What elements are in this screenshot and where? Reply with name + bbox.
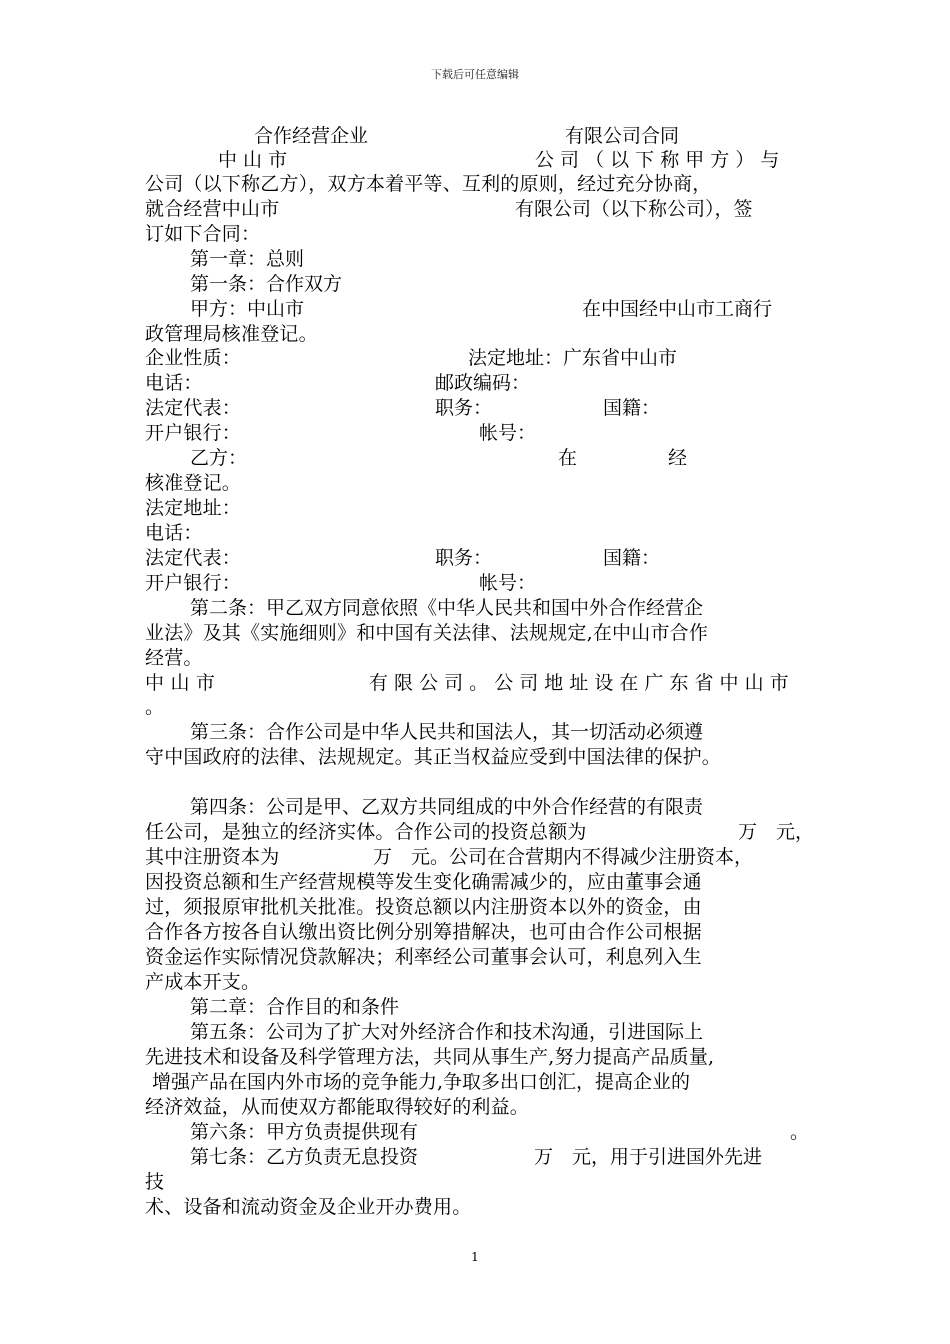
party-b-registration: 核准登记。 <box>145 472 242 494</box>
intro-line4: 订如下合同： <box>145 223 261 245</box>
party-a-registration: 在中国经中山市工商行 <box>582 298 773 320</box>
party-b-nationality-label: 国籍： <box>603 547 661 569</box>
party-a-name: 甲方：中山市 <box>190 298 305 320</box>
article-2-line1: 第二条：甲乙双方同意依照《中华人民共和国中外合作经营企 <box>190 597 704 619</box>
article-4-line3-b: 万 元。公司在合营期内不得减少注册资本， <box>373 846 754 868</box>
party-b-tel-label: 电话： <box>145 522 203 544</box>
party-b-name: 乙方： <box>190 447 248 469</box>
article-5-line4: 经济效益，从而使双方都能取得较好的利益。 <box>145 1096 530 1118</box>
page-header: 下载后可任意编辑 <box>431 68 519 81</box>
party-a-postcode-label: 邮政编码： <box>435 372 531 394</box>
article-1-heading: 第一条：合作双方 <box>190 273 343 295</box>
party-a-nature-label: 企业性质： <box>145 347 242 369</box>
article-3-line2: 守中国政府的法律、法规规定。其正当权益应受到中国法律的保护。 <box>145 746 722 768</box>
article-5-line3: 增强产品在国内外市场的竞争能力,争取多出口创汇，提高企业的 <box>152 1071 691 1093</box>
article-2-line4-a: 中 山 市 <box>145 672 216 694</box>
title-right: 有限公司合同 <box>565 125 680 147</box>
article-7-line1-a: 第七条：乙方负责无息投资 <box>190 1146 419 1168</box>
party-a-account-label: 帐号： <box>479 422 537 444</box>
party-b-zai: 在 <box>558 447 578 469</box>
party-a-address: 法定地址：广东省中山市 <box>468 347 678 369</box>
party-a-tel-label: 电话： <box>145 372 203 394</box>
article-2-line2: 业法》及其《实施细则》和中国有关法律、法规规定,在中山市合作 <box>145 622 709 644</box>
article-4-line1: 第四条：公司是甲、乙双方共同组成的中外合作经营的有限责 <box>190 796 704 818</box>
party-b-jing: 经 <box>668 447 688 469</box>
party-a-registration-cont: 政管理局核准登记。 <box>145 323 318 345</box>
party-b-bank-label: 开户银行： <box>145 572 242 594</box>
intro-line1-a: 中 山 市 <box>218 149 288 171</box>
title-left: 合作经营企业 <box>254 125 369 147</box>
intro-line2: 公司（以下称乙方），双方本着平等、互利的原则，经过充分协商， <box>145 173 712 195</box>
article-5-line1: 第五条：公司为了扩大对外经济合作和技术沟通，引进国际上 <box>190 1021 704 1043</box>
article-2-line5: 。 <box>145 696 165 718</box>
article-4-line2-b: 万 元， <box>738 821 815 843</box>
party-b-duty-label: 职务： <box>435 547 493 569</box>
intro-line3-b: 有限公司（以下称公司），签 <box>515 198 753 220</box>
article-2-line4-b: 有 限 公 司 。 公 司 地 址 设 在 广 东 省 中 山 市 <box>369 672 789 694</box>
article-5-line2: 先进技术和设备及科学管理方法，共同从事生产,努力提高产品质量, <box>145 1046 715 1068</box>
page-number: 1 <box>471 1250 479 1264</box>
intro-line3-a: 就合经营中山市 <box>145 198 280 220</box>
article-6-line: 第六条：甲方负责提供现有 <box>190 1121 419 1143</box>
party-a-rep-label: 法定代表： <box>145 397 242 419</box>
party-a-bank-label: 开户银行： <box>145 422 242 444</box>
article-6-end: 。 <box>790 1121 810 1143</box>
article-4-line3-a: 其中注册资本为 <box>145 846 280 868</box>
party-a-nationality-label: 国籍： <box>603 397 661 419</box>
party-b-address-label: 法定地址： <box>145 497 242 519</box>
article-4-line8: 产成本开支。 <box>145 971 261 993</box>
article-7-line1-b: 万 元，用于引进国外先进 <box>534 1146 763 1168</box>
article-4-line6: 合作各方按各自认缴出资比例分别筹措解决，也可由合作公司根据 <box>145 921 702 943</box>
party-a-duty-label: 职务： <box>435 397 493 419</box>
article-7-line2: 技 <box>145 1171 165 1193</box>
article-4-line2-a: 任公司，是独立的经济实体。合作公司的投资总额为 <box>145 821 587 843</box>
article-2-line3: 经营。 <box>145 647 203 669</box>
intro-line1-b: 公 司 （ 以 下 称 甲 方 ） 与 <box>535 149 780 171</box>
article-3-line1: 第三条：合作公司是中华人民共和国法人，其一切活动必须遵 <box>190 721 704 743</box>
party-b-rep-label: 法定代表： <box>145 547 242 569</box>
article-4-line7: 资金运作实际情况贷款解决；利率经公司董事会认可，利息列入生 <box>145 946 702 968</box>
chapter-2-heading: 第二章：合作目的和条件 <box>190 996 400 1018</box>
article-4-line4: 因投资总额和生产经营规模等发生变化确需减少的，应由董事会通 <box>145 871 702 893</box>
party-b-account-label: 帐号： <box>479 572 537 594</box>
chapter-1-heading: 第一章：总则 <box>190 248 305 270</box>
article-7-line3: 术、设备和流动资金及企业开办费用。 <box>145 1196 472 1218</box>
article-4-line5: 过，须报原审批机关批准。投资总额以内注册资本以外的资金，由 <box>145 896 702 918</box>
